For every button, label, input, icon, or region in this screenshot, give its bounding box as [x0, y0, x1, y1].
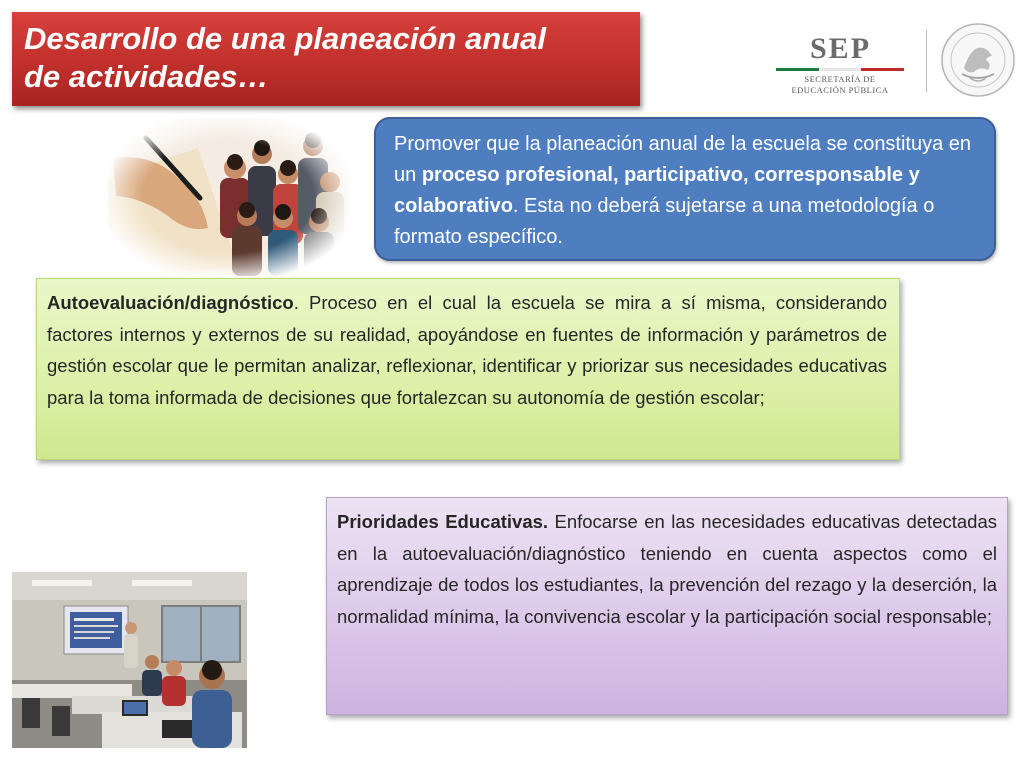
intro-text-bold: proceso profesional, participativo, corresponsable y colaborativo: [394, 164, 920, 217]
autoevaluacion-description: . Proceso en el cual la escuela se mira a sí misma, considerando factores internos y externos de su realidad, apoyándose en fuentes de información y parámetros de gestión escolar que le permitan analizar, reflexionar, identificar y priorizar sus necesidades educativas para la toma informada de decisiones que fortalezcan su autonomía de gestión escolar;: [47, 292, 887, 408]
intro-text: [394, 129, 978, 253]
intro-text-part-2: . Esta no deberá sujetarse a una metodología o formato específico.: [394, 195, 935, 248]
slide-title-box: [12, 12, 640, 106]
slide-title-line-2: de actividades…: [24, 59, 269, 94]
coat-of-arms-seal-icon: [940, 22, 1016, 98]
autoevaluacion-box: [36, 278, 900, 460]
sep-logo: [770, 22, 1020, 102]
teachers-collage-image: [108, 118, 348, 276]
slide-title-line-1: Desarrollo de una planeación anual: [24, 21, 546, 56]
classroom-image: [12, 572, 247, 748]
autoevaluacion-text: [47, 287, 887, 413]
sep-logo-subtitle-line-2: EDUCACIÓN PÚBLICA: [791, 85, 889, 95]
intro-text-part-1: Promover que la planeación anual de la escuela se constituya en un: [394, 133, 972, 186]
sep-logo-flag-bar: [776, 68, 904, 71]
prioridades-term: Prioridades Educativas.: [337, 511, 549, 532]
sep-logo-subtitle: [778, 74, 902, 96]
prioridades-description: Enfocarse en las necesidades educativas detectadas en la autoevaluación/diagnóstico teniendo en cuenta aspectos como el aprendizaje de todos los estudiantes, la prevención del rezago y la deserción, la normalidad mínima, la convivencia escolar y la participación social responsable;: [337, 511, 997, 627]
sep-logo-subtitle-line-1: SECRETARÍA DE: [804, 74, 876, 84]
sep-logo-wordmark: SEP: [810, 32, 872, 65]
autoevaluacion-term: Autoevaluación/diagnóstico: [47, 292, 294, 313]
prioridades-box: [326, 497, 1008, 715]
intro-callout: [374, 117, 996, 261]
logo-divider: [926, 30, 927, 92]
prioridades-text: [337, 506, 997, 632]
